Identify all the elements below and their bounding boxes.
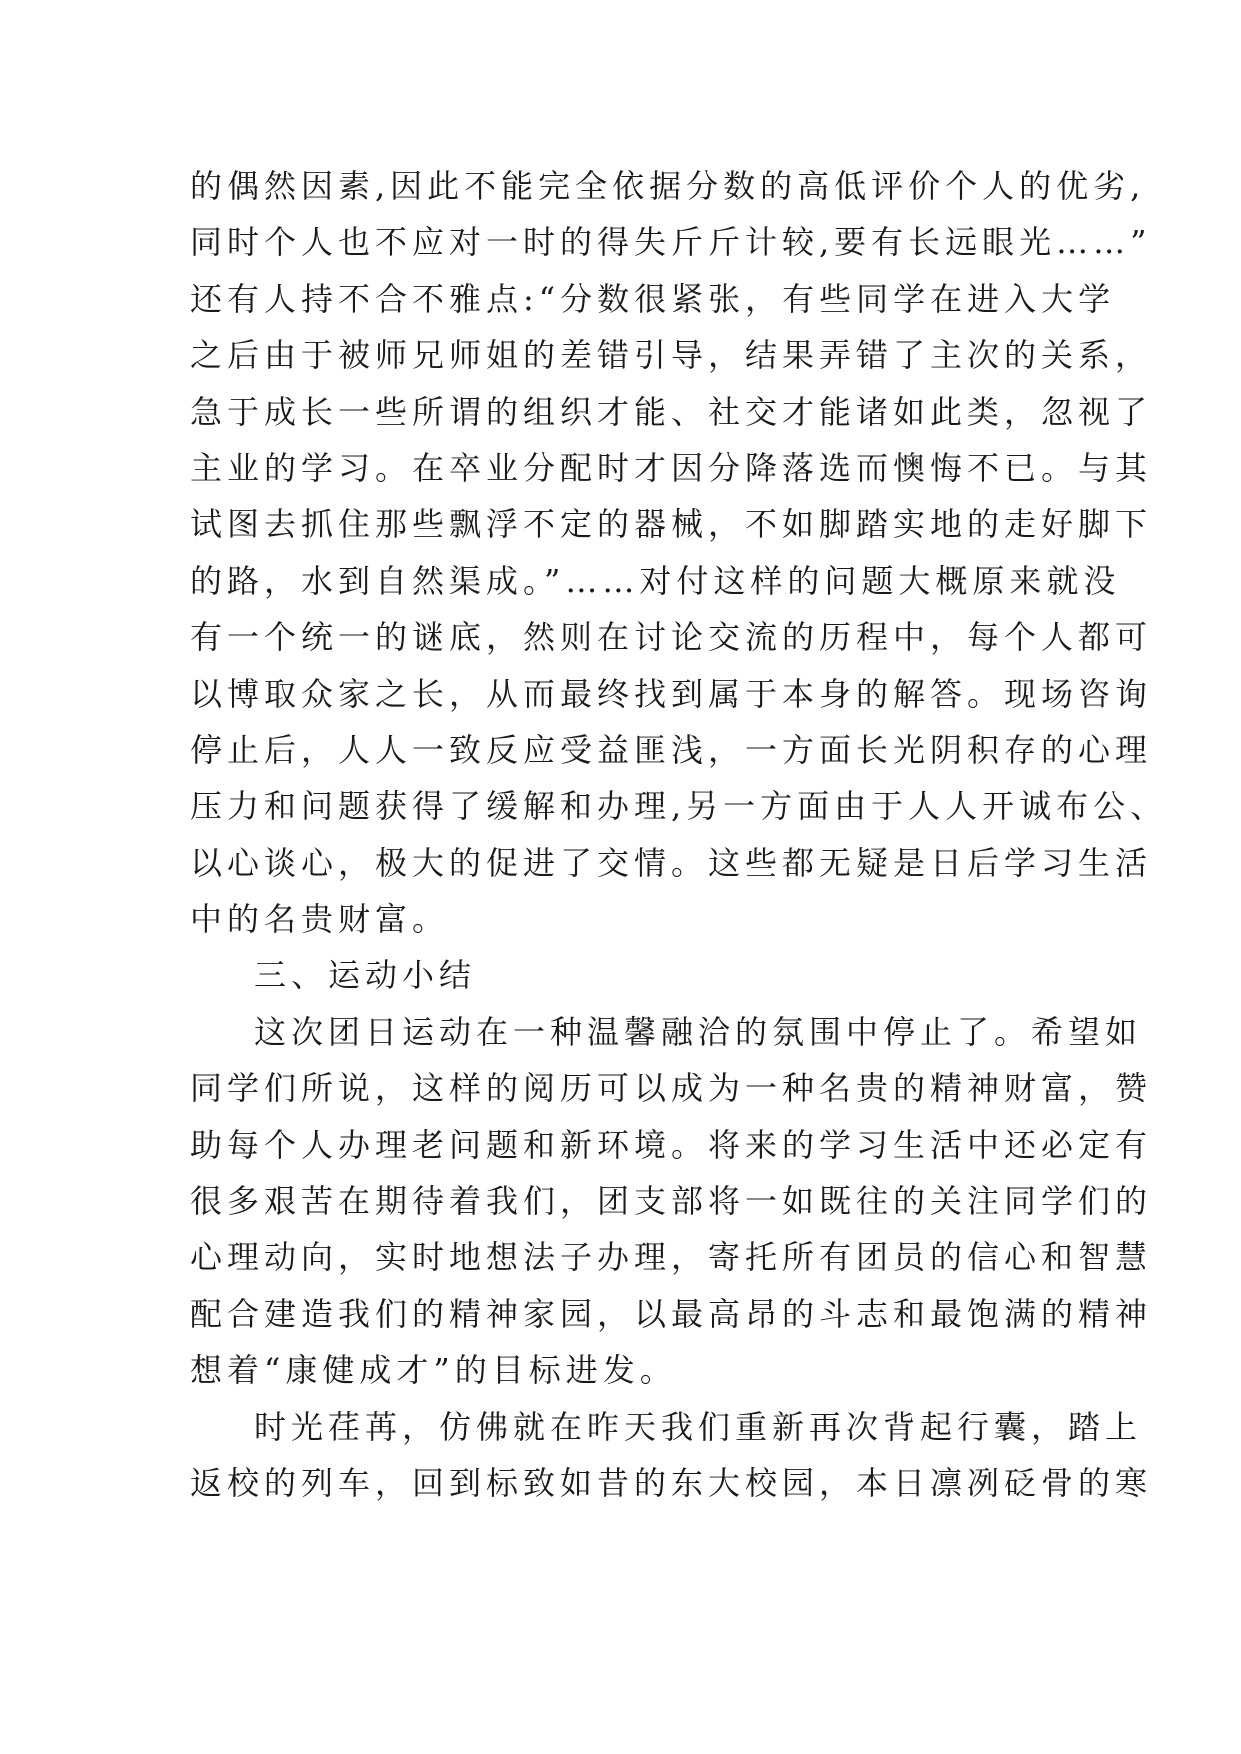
text-line: 中的名贵财富。	[190, 900, 450, 939]
text-line: 配合建造我们的精神家园，以最高昂的斗志和最饱满的精神	[190, 1294, 1153, 1333]
text-line: 以心谈心，极大的促进了交情。这些都无疑是日后学习生活	[190, 843, 1153, 882]
text-line: 试图去抓住那些飘浮不定的器械，不如脚踏实地的走好脚下	[190, 505, 1153, 544]
text-line: 以博取众家之长，从而最终找到属于本身的解答。现场咨询	[190, 674, 1153, 713]
document-body	[190, 158, 1168, 1511]
section-heading: 三、运动小结	[254, 956, 477, 995]
text-line: 停止后，人人一致反应受益匪浅，一方面长光阴积存的心理	[190, 730, 1153, 769]
text-line: 返校的列车，回到标致如昔的东大校园，本日凛冽砭骨的寒	[190, 1463, 1153, 1502]
text-line: 主业的学习。在卒业分配时才因分降落选而懊悔不已。与其	[190, 448, 1153, 487]
text-line: 有一个统一的谜底，然则在讨论交流的历程中，每个人都可	[190, 618, 1153, 657]
text-line: 助每个人办理老问题和新环境。将来的学习生活中还必定有	[190, 1125, 1153, 1164]
text-line: 同学们所说，这样的阅历可以成为一种名贵的精神财富，赞	[190, 1069, 1153, 1108]
text-line: 急于成长一些所谓的组织才能、社交才能诸如此类，忽视了	[190, 392, 1153, 431]
text-line: 的偶然因素,因此不能完全依据分数的高低评价个人的优劣,	[190, 167, 1146, 205]
text-line: 心理动向，实时地想法子办理，寄托所有团员的信心和智慧	[190, 1238, 1153, 1277]
paragraph-start-line: 这次团日运动在一种温馨融洽的氛围中停止了。希望如	[254, 1012, 1143, 1051]
text-line: 压力和问题获得了缓解和办理,另一方面由于人人开诚布公、	[190, 787, 1168, 826]
text-line: 之后由于被师兄师姐的差错引导，结果弄错了主次的关系，	[190, 336, 1153, 375]
text-line: 想着“康健成才”的目标进发。	[190, 1351, 677, 1390]
text-line: 的路，水到自然渠成。”……对付这样的问题大概原来就没	[190, 561, 1121, 600]
text-line: 还有人持不合不雅点:“分数很紧张，有些同学在进入大学	[190, 279, 1116, 318]
paragraph-start-line: 时光荏苒，仿佛就在昨天我们重新再次背起行囊，踏上	[254, 1407, 1143, 1446]
text-line: 同时个人也不应对一时的得失斤斤计较,要有长远眼光……”	[190, 223, 1152, 262]
text-line: 很多艰苦在期待着我们，团支部将一如既往的关注同学们的	[190, 1182, 1153, 1221]
